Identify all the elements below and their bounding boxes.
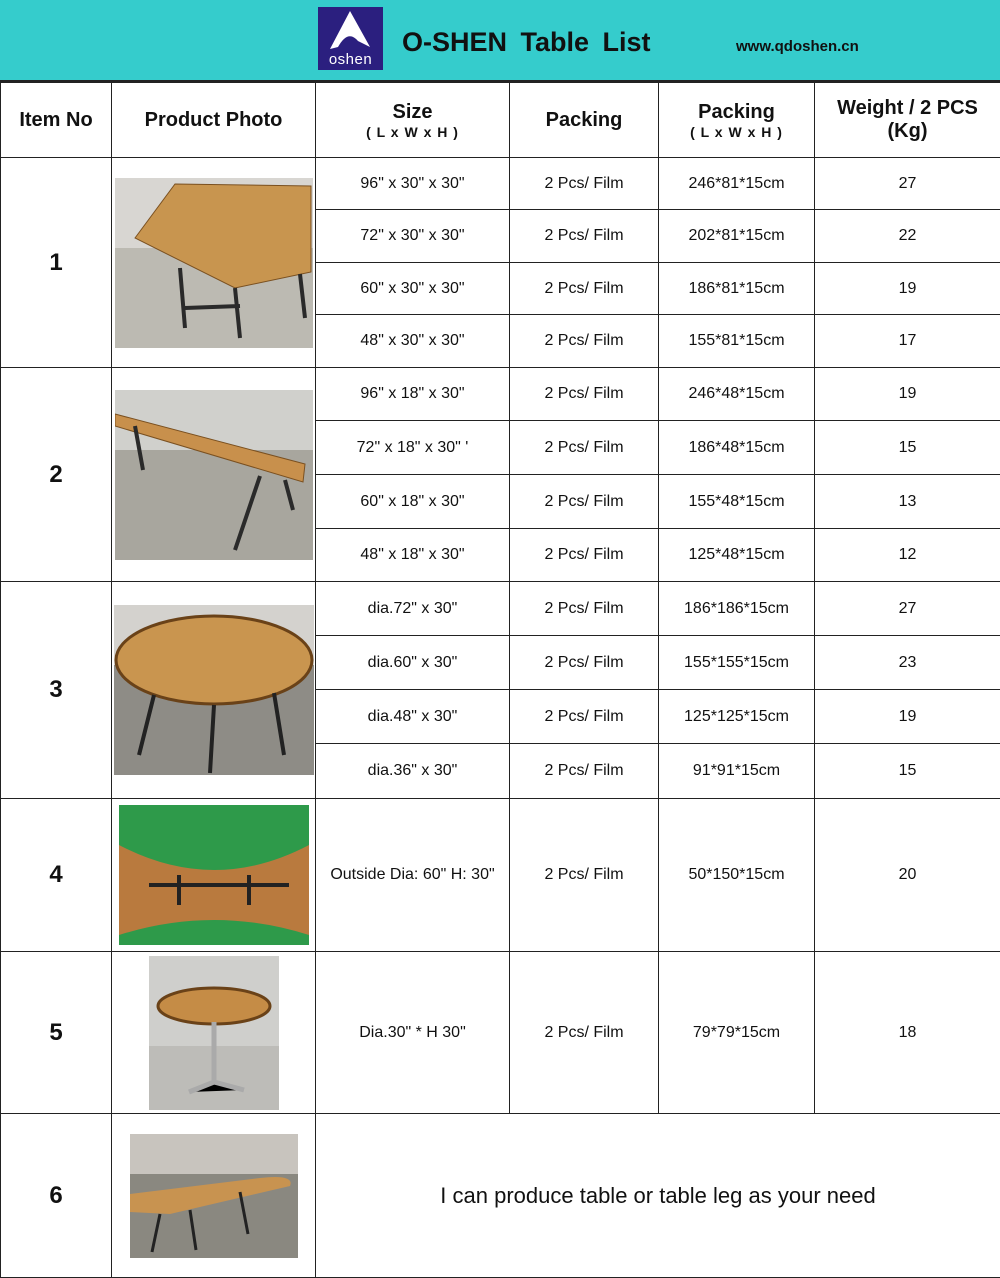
weight-cell: 17 [815,315,1000,368]
size-cell: 48" x 18" x 30" [316,529,510,582]
packing-dims-cell: 186*81*15cm [659,263,815,315]
weight-cell: 22 [815,210,1000,263]
item-number: 4 [1,799,112,952]
size-cell: 96" x 18" x 30" [316,368,510,421]
product-photo-5 [112,952,316,1114]
size-cell: 60" x 18" x 30" [316,475,510,529]
product-photo-1 [112,158,316,368]
item-number: 6 [1,1114,112,1278]
packing-cell: 2 Pcs/ Film [510,158,659,210]
packing-dims-cell: 186*186*15cm [659,582,815,636]
size-cell: 96" x 30" x 30" [316,158,510,210]
weight-cell: 19 [815,263,1000,315]
weight-cell: 18 [815,952,1000,1114]
size-cell: 72" x 18" x 30" ' [316,421,510,475]
packing-dims-cell: 202*81*15cm [659,210,815,263]
weight-cell: 19 [815,368,1000,421]
weight-cell: 13 [815,475,1000,529]
col-packing-dims: Packing ( L x W x H ) [659,83,815,158]
product-photo-2 [112,368,316,582]
packing-cell: 2 Pcs/ Film [510,690,659,744]
packing-dims-cell: 125*125*15cm [659,690,815,744]
packing-cell: 2 Pcs/ Film [510,315,659,368]
table-row [1,158,1000,210]
packing-dims-cell: 186*48*15cm [659,421,815,475]
packing-dims-cell: 246*81*15cm [659,158,815,210]
size-cell: Dia.30" * H 30" [316,952,510,1114]
oshen-logo [318,7,383,70]
table-row [1,582,1000,636]
product-table [0,82,1000,1278]
logo-text: oshen [318,51,383,68]
table-row [1,368,1000,421]
packing-dims-cell: 125*48*15cm [659,529,815,582]
col-packing: Packing [510,83,659,158]
item-number: 3 [1,582,112,799]
weight-cell: 23 [815,636,1000,690]
packing-dims-cell: 155*155*15cm [659,636,815,690]
packing-cell: 2 Pcs/ Film [510,475,659,529]
weight-cell: 15 [815,421,1000,475]
packing-cell: 2 Pcs/ Film [510,263,659,315]
custom-note: I can produce table or table leg as your need [316,1114,1000,1278]
packing-dims-cell: 50*150*15cm [659,799,815,952]
weight-cell: 20 [815,799,1000,952]
col-item: Item No [1,83,112,158]
packing-cell: 2 Pcs/ Film [510,952,659,1114]
packing-cell: 2 Pcs/ Film [510,799,659,952]
size-cell: dia.36" x 30" [316,744,510,799]
website-link[interactable]: www.qdoshen.cn [736,38,859,55]
item-number: 5 [1,952,112,1114]
packing-dims-cell: 155*81*15cm [659,315,815,368]
packing-cell: 2 Pcs/ Film [510,529,659,582]
packing-cell: 2 Pcs/ Film [510,636,659,690]
product-photo-3 [112,582,316,799]
table-row [1,799,1000,952]
packing-dims-cell: 155*48*15cm [659,475,815,529]
col-photo: Product Photo [112,83,316,158]
packing-dims-cell: 91*91*15cm [659,744,815,799]
packing-cell: 2 Pcs/ Film [510,368,659,421]
col-size: Size ( L x W x H ) [316,83,510,158]
size-cell: dia.60" x 30" [316,636,510,690]
product-photo-4 [112,799,316,952]
weight-cell: 15 [815,744,1000,799]
size-cell: 48" x 30" x 30" [316,315,510,368]
header-row [1,83,1000,158]
size-cell: 60" x 30" x 30" [316,263,510,315]
packing-dims-cell: 79*79*15cm [659,952,815,1114]
page-title: O-SHEN Table List [402,27,651,58]
size-cell: Outside Dia: 60" H: 30" [316,799,510,952]
size-cell: 72" x 30" x 30" [316,210,510,263]
weight-cell: 27 [815,582,1000,636]
table-row [1,952,1000,1114]
packing-dims-cell: 246*48*15cm [659,368,815,421]
packing-cell: 2 Pcs/ Film [510,582,659,636]
packing-cell: 2 Pcs/ Film [510,744,659,799]
size-cell: dia.48" x 30" [316,690,510,744]
item-number: 2 [1,368,112,582]
product-photo-6 [112,1114,316,1278]
weight-cell: 27 [815,158,1000,210]
header-banner [0,0,1000,82]
weight-cell: 19 [815,690,1000,744]
size-cell: dia.72" x 30" [316,582,510,636]
packing-cell: 2 Pcs/ Film [510,421,659,475]
col-weight: Weight / 2 PCS (Kg) [815,83,1000,158]
table-row-custom [1,1114,1000,1278]
packing-cell: 2 Pcs/ Film [510,210,659,263]
weight-cell: 12 [815,529,1000,582]
item-number: 1 [1,158,112,368]
